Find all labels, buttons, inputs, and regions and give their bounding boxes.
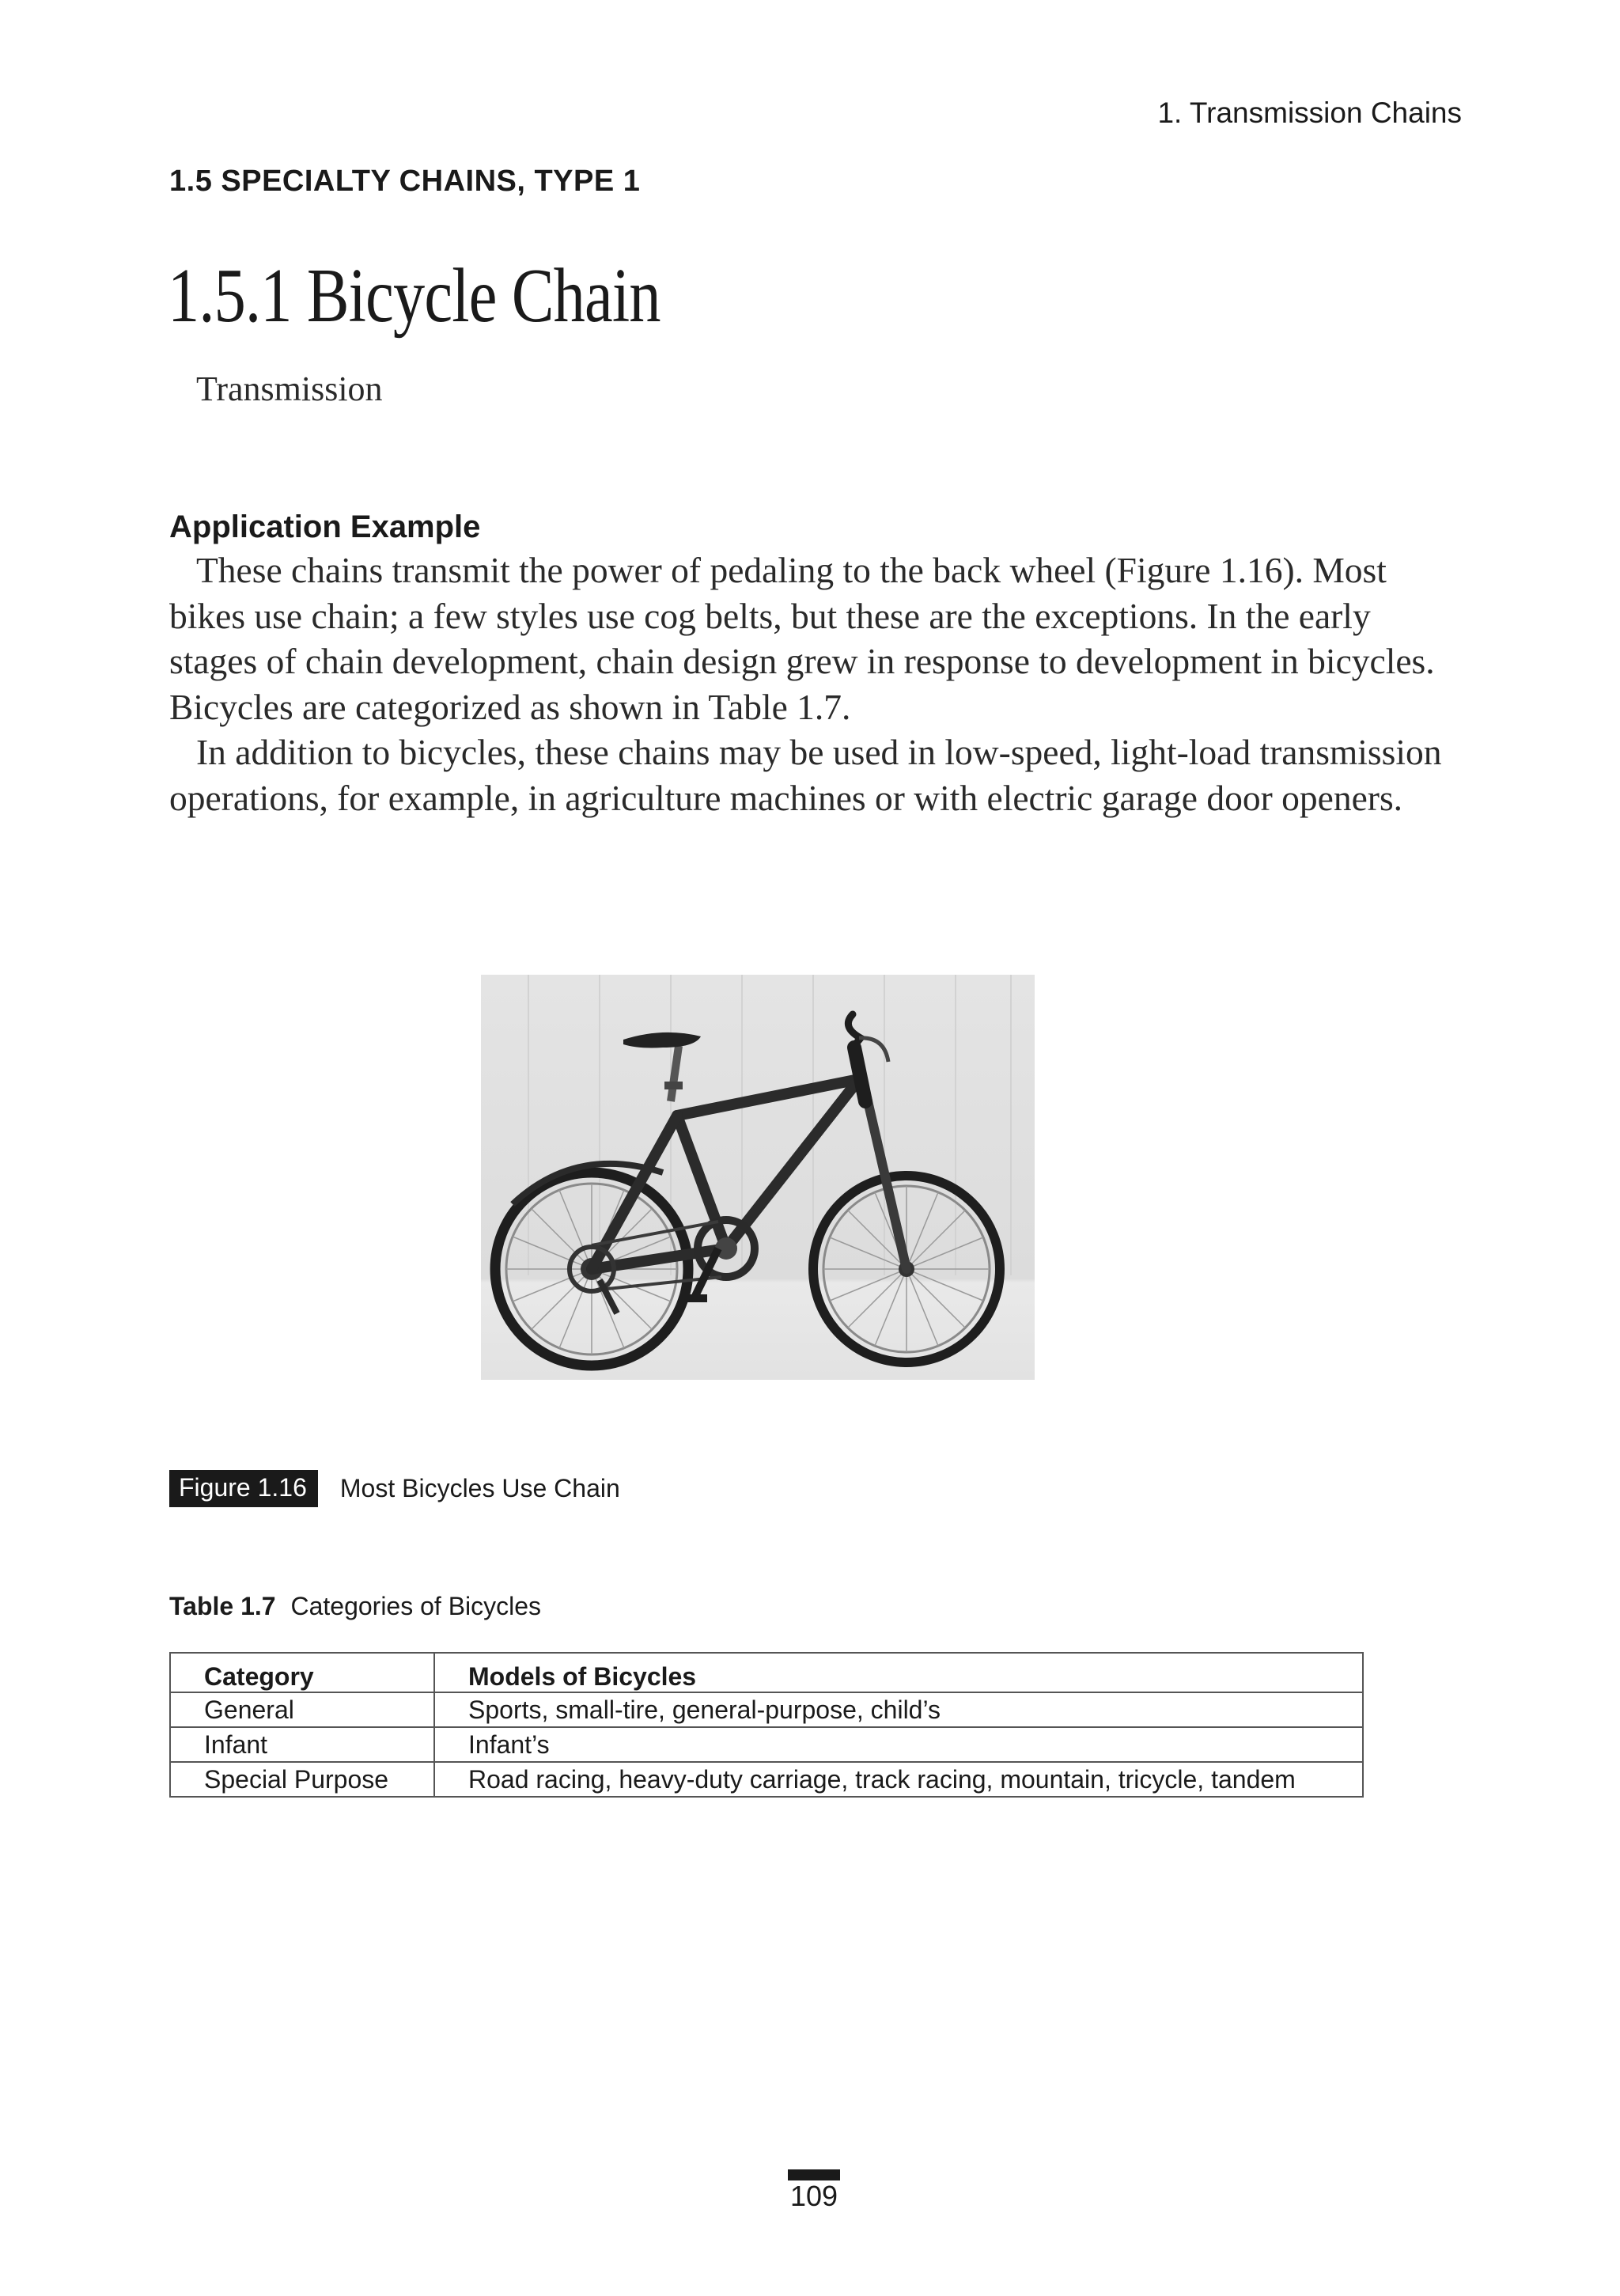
table-header-cell: Models of Bicycles bbox=[434, 1653, 1363, 1692]
bicycle-categories-table bbox=[169, 1652, 1364, 1798]
table-caption-text: Categories of Bicycles bbox=[290, 1592, 542, 1620]
running-head: 1. Transmission Chains bbox=[1157, 97, 1462, 129]
table-cell: Special Purpose bbox=[170, 1762, 434, 1797]
chapter-subtitle: Transmission bbox=[196, 369, 383, 408]
table-cell: Infant’s bbox=[434, 1727, 1363, 1762]
table-number: Table 1.7 bbox=[169, 1592, 276, 1620]
table-row bbox=[170, 1692, 1363, 1727]
page-number: 109 bbox=[788, 2169, 840, 2212]
application-heading: Application Example bbox=[169, 510, 481, 544]
table-header-row bbox=[170, 1653, 1363, 1692]
section-label: 1.5 SPECIALTY CHAINS, TYPE 1 bbox=[169, 165, 641, 198]
table-cell: General bbox=[170, 1692, 434, 1727]
table-cell: Sports, small-tire, general-purpose, child’s bbox=[434, 1692, 1363, 1727]
table-row bbox=[170, 1727, 1363, 1762]
figure-caption-text: Most Bicycles Use Chain bbox=[339, 1474, 620, 1502]
paragraph: These chains transmit the power of pedaling to the back wheel (Figure 1.16). Most bikes use chain; a few styles use cog belts, but these are the exceptions. In the early stages of chain development, chain design grew in response to development in bicycles. Bicycles are categorized as shown in Table 1.7. bbox=[169, 550, 1435, 727]
application-body bbox=[169, 547, 1467, 820]
table-cell: Infant bbox=[170, 1727, 434, 1762]
table-caption bbox=[169, 1592, 541, 1621]
bicycle-photo bbox=[481, 975, 1035, 1380]
chapter-title: 1.5.1 Bicycle Chain bbox=[168, 253, 660, 339]
table-header-cell: Category bbox=[170, 1653, 434, 1692]
paragraph: In addition to bicycles, these chains may be used in low-speed, light-load transmission operations, for example, in agriculture machines or with electric garage door openers. bbox=[169, 732, 1442, 818]
table-cell: Road racing, heavy-duty carriage, track racing, mountain, tricycle, tandem bbox=[434, 1762, 1363, 1797]
figure-label: Figure 1.16 bbox=[169, 1470, 318, 1507]
table-row bbox=[170, 1762, 1363, 1797]
figure-caption bbox=[169, 1470, 620, 1507]
